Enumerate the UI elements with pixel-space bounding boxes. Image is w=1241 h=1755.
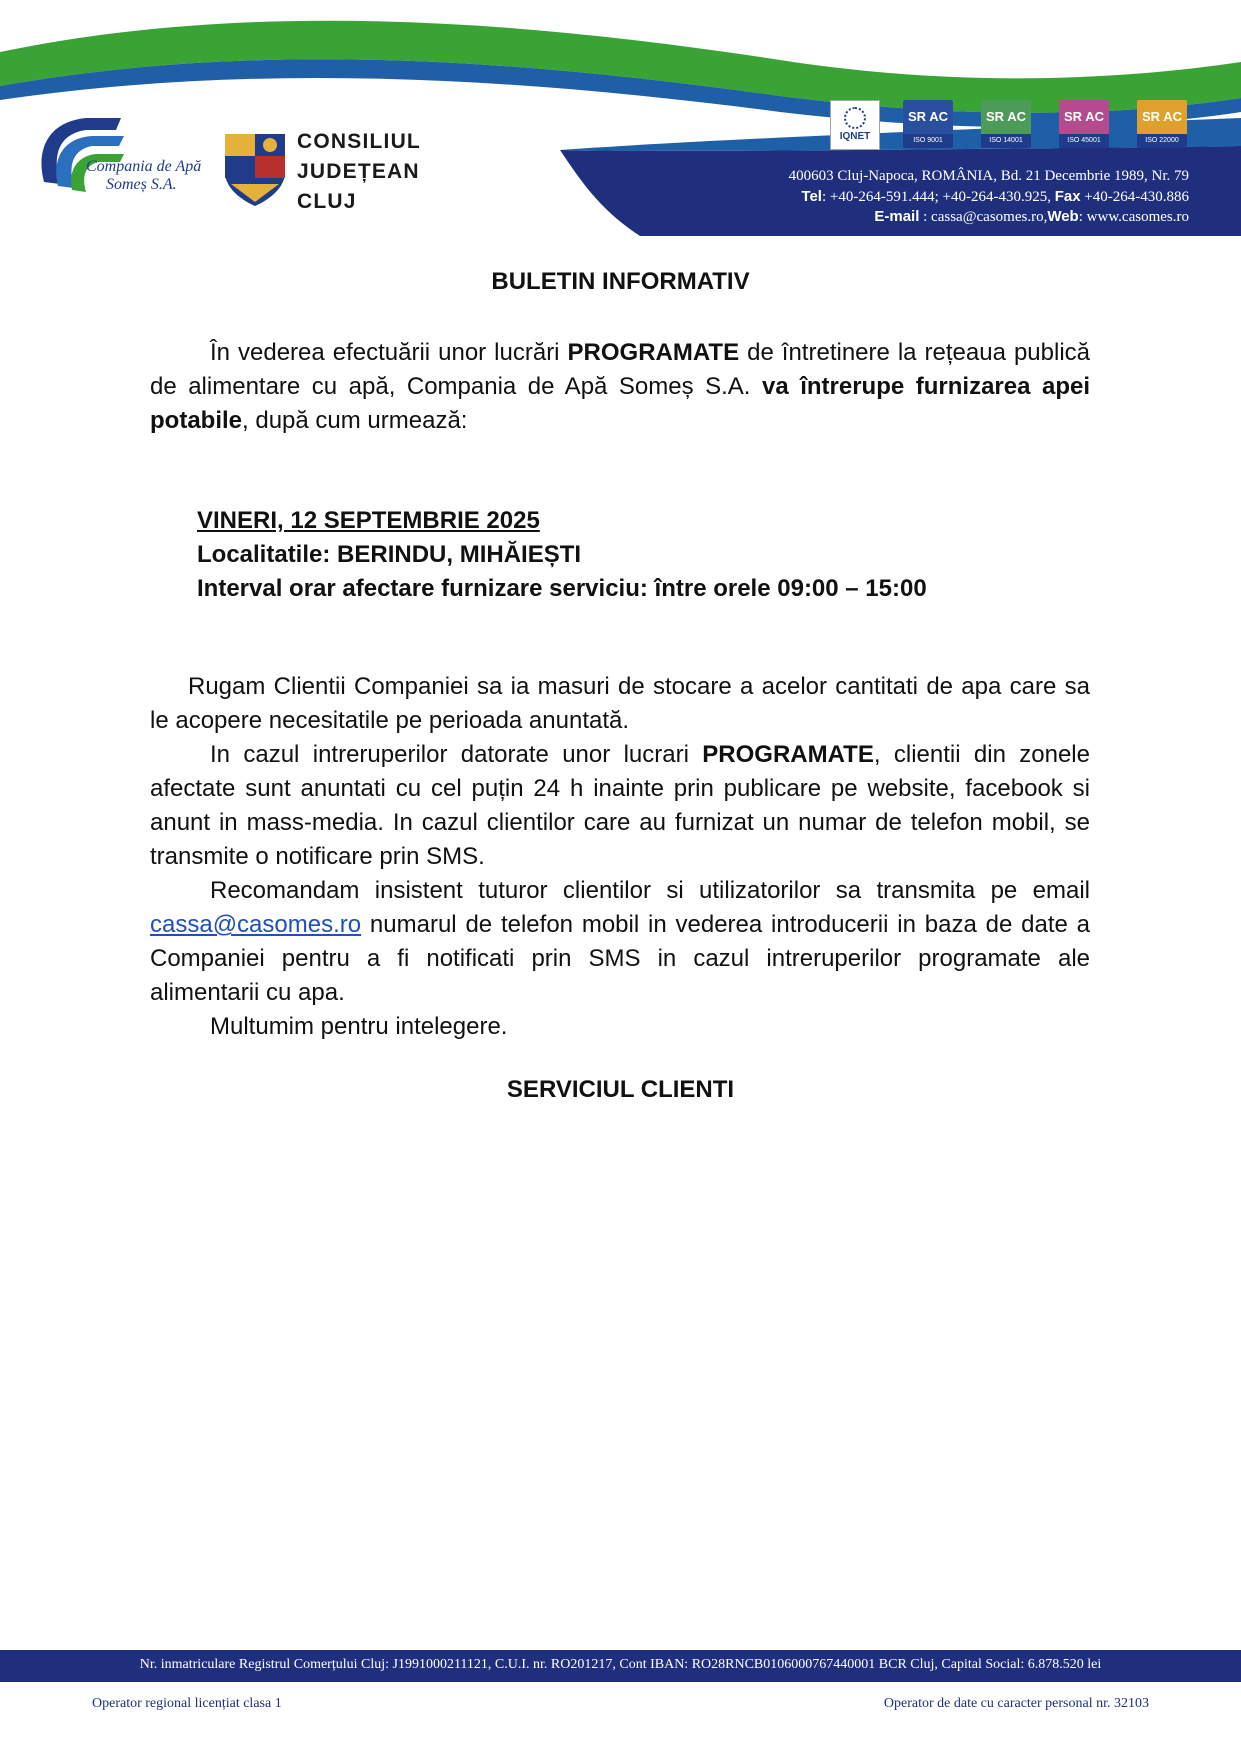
notice-date: VINERI, 12 SEPTEMBRIE 2025 [197,507,540,534]
company-logo-line1: Compania de Apă [86,158,202,175]
footer-registration: Nr. inmatriculare Registrul Comerțului Cluj: J1991000211121, C.U.I. nr. RO201217, Cont IBAN: RO28RNCB0106000767440001 BCR Cluj, Capital Social: 6.878.520 lei [139,1657,1102,1672]
cert-standard: ISO 45001 [1059,134,1109,148]
cert-badge-iso22000 [1137,100,1187,148]
cert-standard: ISO 22000 [1137,134,1187,148]
paragraph-notification [150,738,1090,874]
para3-text-a: Recomandam insistent tuturor clientilor si utilizatorilor sa transmita pe email [210,877,1090,904]
cert-badge-iso9001 [903,100,953,148]
paragraph-thanks: Multumim pentru intelegere. [210,1013,508,1040]
cert-badge-label: SR AC [908,109,948,124]
email-value: : cassa@casomes.ro, [919,209,1048,225]
council-crest [225,134,285,206]
cert-badge-label: SR AC [1142,109,1182,124]
web-value: : www.casomes.ro [1078,209,1189,225]
iqnet-label: IQNET [839,131,871,142]
notice-localities: Localitatile: BERINDU, MIHĂIEȘTI [197,541,582,568]
body-paragraphs [150,670,1090,1044]
paragraph-recommendation [150,874,1090,1010]
footer-operator-class: Operator regional licențiat clasa 1 [92,1696,282,1711]
council-title-line2: JUDEȚEAN [297,160,420,183]
council-title-line3: CLUJ [297,190,357,213]
intro-text-3: , după cum urmează: [242,407,468,434]
intro-text-1: În vederea efectuării unor lucrări [210,339,568,366]
paragraph-storage: Rugam Clientii Companiei sa ia masuri de stocare a acelor cantitati de apa care sa le acopere necesitatile pe perioada anuntată. [150,673,1090,734]
para2-text-b: , clientii din zonele afectate sunt anuntati cu cel puțin 24 h inainte prin publicare pe website, facebook si anunt in mass-media. In cazul clientilor care au furnizat un numar de telefon mobil, se transmite o notificare prin SMS. [150,741,1090,870]
intro-text-2: de întretinere la rețeaua publică de alimentare cu apă, Compania de Apă Someș S.A. [150,339,1090,400]
cert-standard: ISO 9001 [903,134,953,148]
intro-bold-interrupt: va întrerupe furnizarea apei potabile [150,373,1090,434]
council-title-line1: CONSILIUL [297,130,421,153]
document-title: BULETIN INFORMATIV [491,268,750,295]
cert-badge-label: SR AC [1064,109,1104,124]
iqnet-badge [830,100,880,150]
outage-notice [197,504,927,606]
email-label: E-mail [874,208,920,225]
signature: SERVICIUL CLIENTI [506,1076,735,1103]
fax-value: +40-264-430.886 [1080,189,1189,205]
footer-data-operator: Operator de date cu caracter personal nr. 32103 [883,1696,1149,1711]
para2-text-a: In cazul intreruperilor datorate unor lucrari [210,741,703,768]
cert-badge-label: SR AC [986,109,1026,124]
company-phone-fax [801,188,1189,206]
company-logo-text [86,158,201,194]
company-logo-line2: Someș S.A. [106,176,177,193]
intro-paragraph [150,336,1090,438]
notice-interval: Interval orar afectare furnizare serviciu: între orele 09:00 – 15:00 [197,575,927,602]
tel-value: : +40-264-591.444; +40-264-430.925, [821,189,1055,205]
fax-label: Fax [1054,188,1081,205]
email-link[interactable]: cassa@casomes.ro [150,911,362,938]
cert-badge-iso45001 [1059,100,1109,148]
company-address: 400603 Cluj-Napoca, ROMÂNIA, Bd. 21 Decembrie 1989, Nr. 79 [788,168,1189,184]
tel-label: Tel [801,188,822,205]
cert-standard: ISO 14001 [981,134,1031,148]
para3-text-b: numarul de telefon mobil in vederea introducerii in baza de date a Companiei pentru a fi notificati prin SMS in cazul intreruperilor programate ale alimentarii cu apa. [150,911,1090,1006]
para2-bold-programmed: PROGRAMATE [702,741,874,768]
web-label: Web [1047,208,1079,225]
intro-bold-programmed: PROGRAMATE [567,339,740,366]
cert-badge-iso14001 [981,100,1031,148]
company-email-web [874,208,1189,226]
